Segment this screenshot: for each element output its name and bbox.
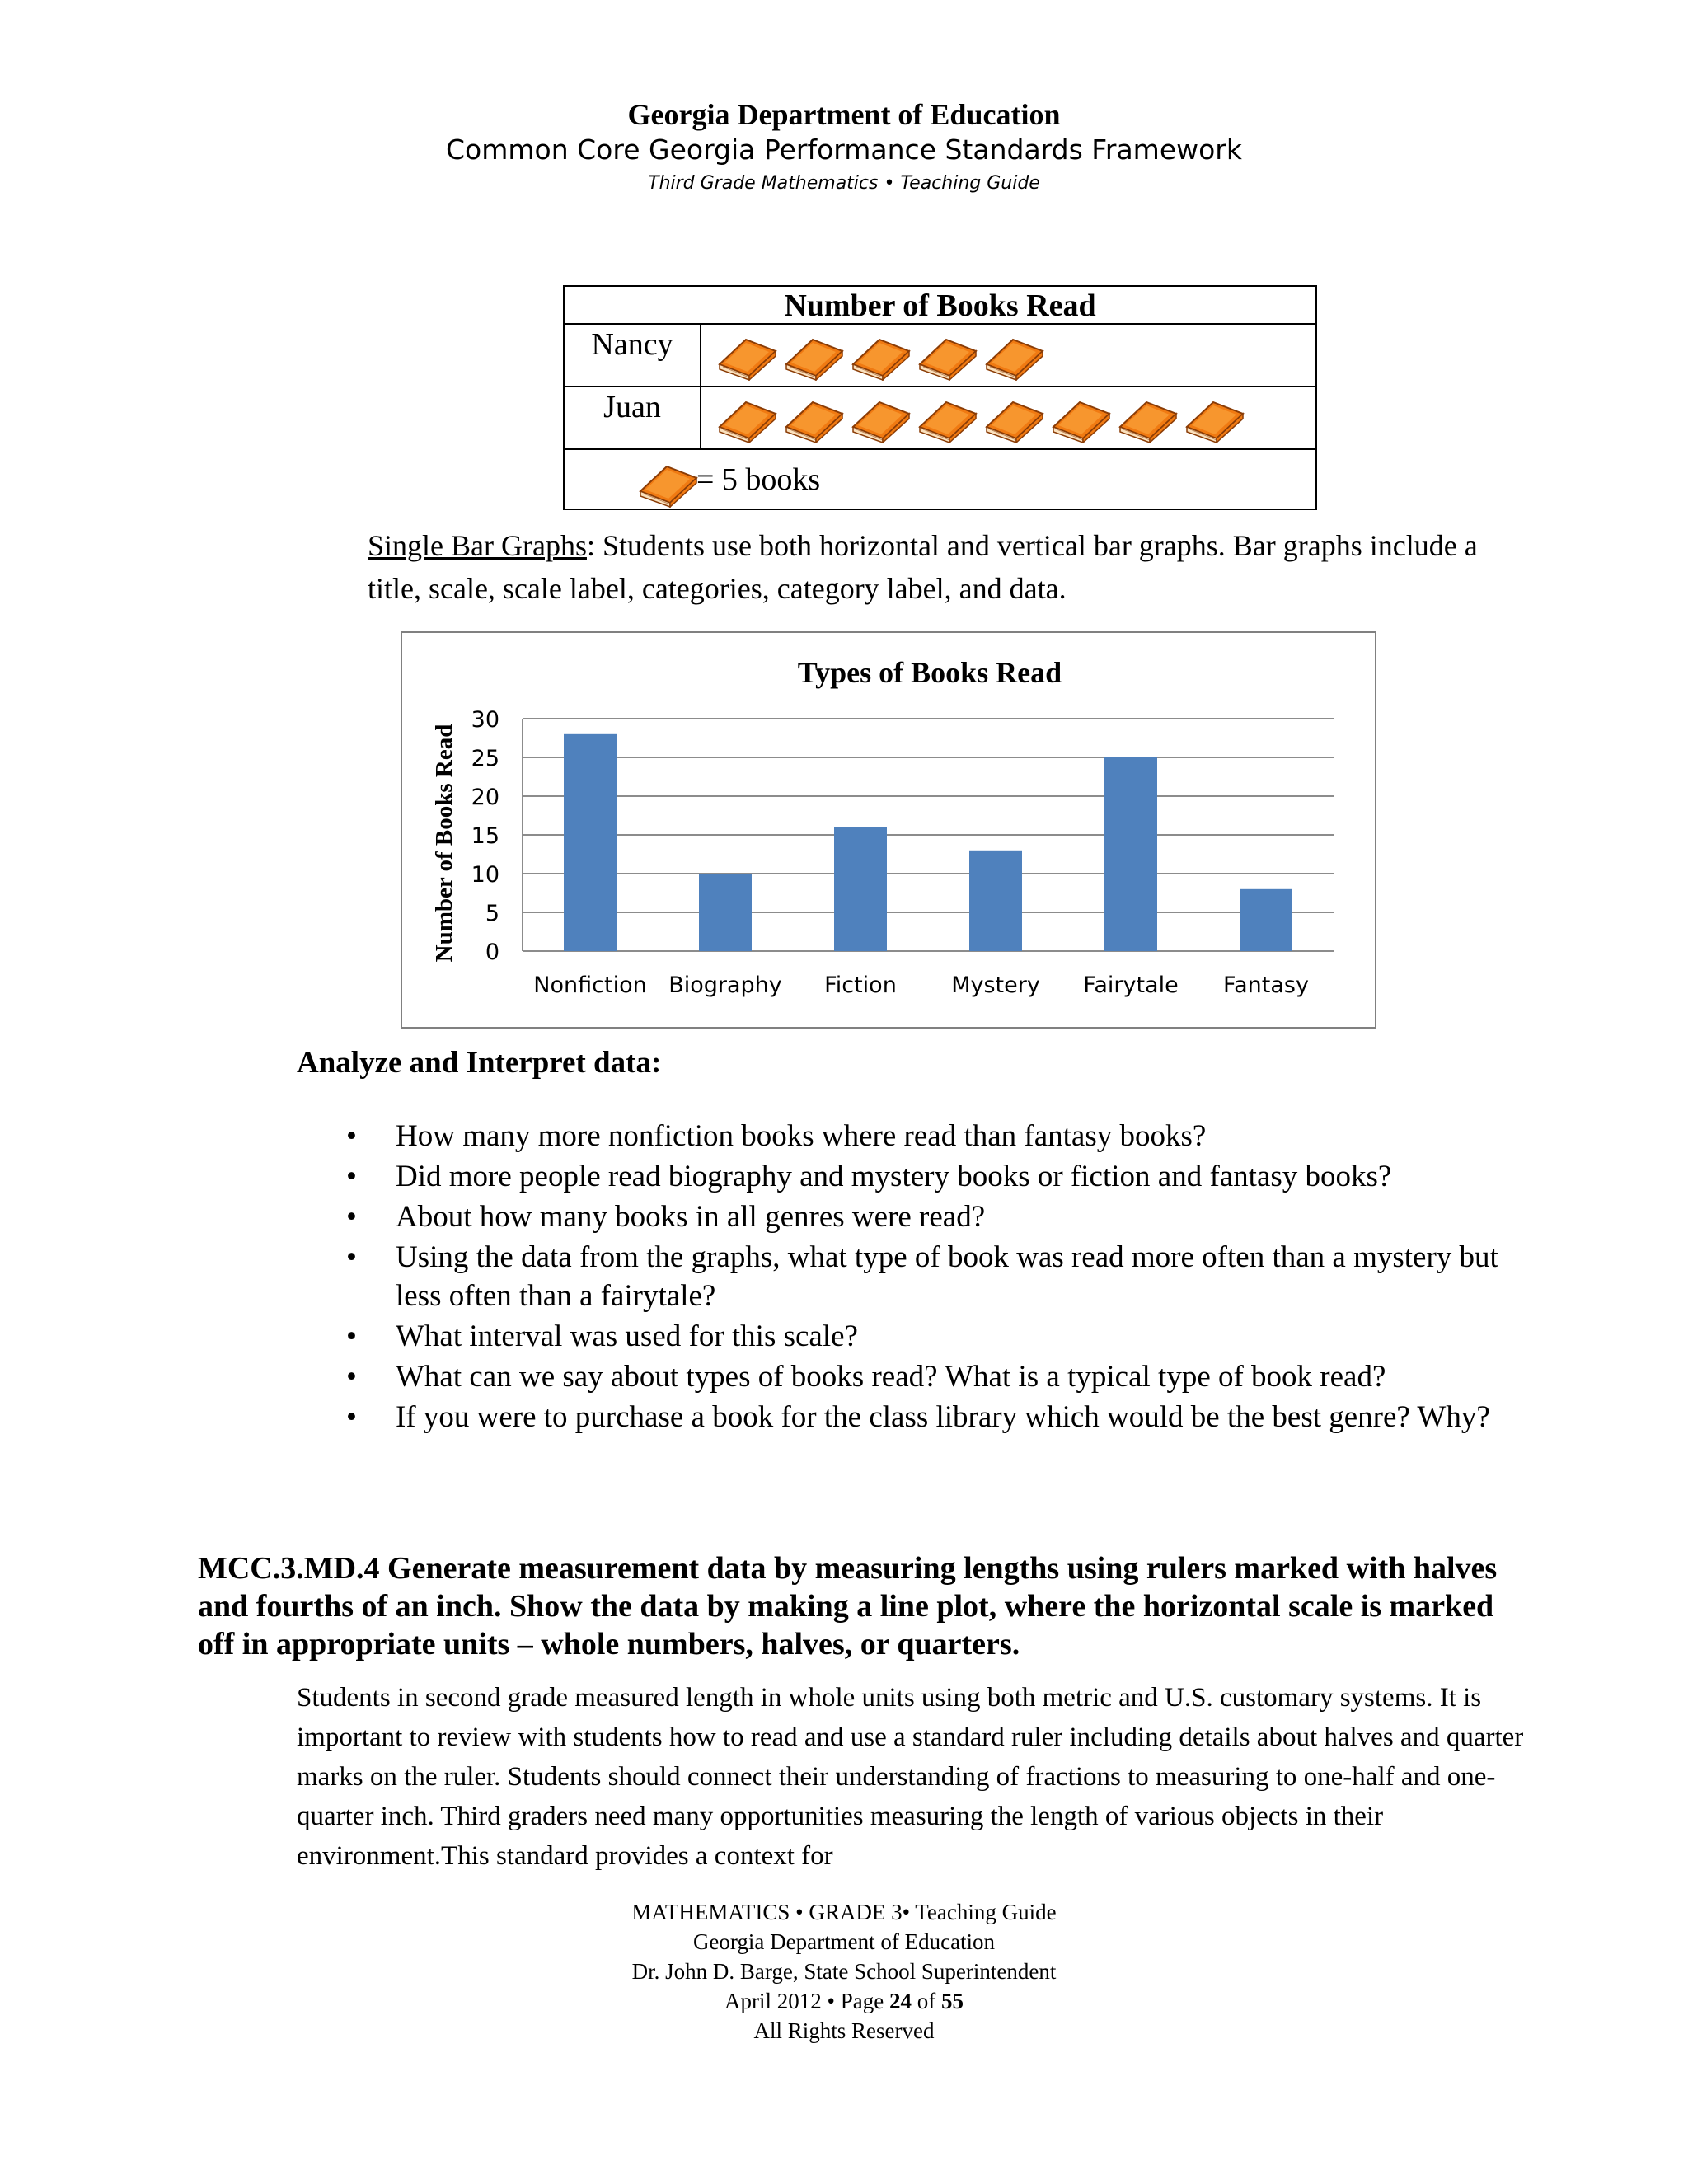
pictograph-row-name: Nancy [565,325,701,386]
footer-of: of [911,1989,941,2013]
question-item: • How many more nonfiction books where read than fantasy books? [346,1117,1517,1155]
x-tick-label: Mystery [951,972,1040,998]
question-item: • Using the data from the graphs, what type of book was read more often than a mystery but less often than a fairytale? [346,1238,1517,1315]
question-item: • If you were to purchase a book for the class library which would be the best genre? Why? [346,1398,1517,1436]
pictograph-row [565,325,1315,387]
y-tick-label: 10 [471,862,499,888]
pictograph-key [565,450,1315,510]
standard-body: Students in second grade measured length in whole units using both metric and U.S. customary systems. It is important to review with students how to read and use a standard ruler including details about halves and quarter marks on the ruler. Students should connect their understanding of fractions to measuring to one-half and one-quarter inch. Third graders need many opportunities measuring the length of various objects in their environment.This standard provides a context for [297,1683,1524,1871]
bar [1240,889,1292,951]
book-icon [848,335,912,381]
book-icon [1048,397,1113,443]
y-tick-label: 0 [485,940,499,965]
book-icon [915,397,979,443]
header-org: Georgia Department of Education [627,98,1061,131]
bar [969,851,1022,951]
standard-heading: MCC.3.MD.4 Generate measurement data by measuring lengths using rulers marked with halves and fourths of an inch. Show the data by making a line plot, where the horizontal scale is marked off in appropriate units – whole numbers, halves, or quarters. [198,1551,1498,1661]
bar [699,874,752,951]
y-tick-label: 15 [471,823,499,849]
book-icon [982,397,1046,443]
x-tick-label: Biography [668,972,782,998]
y-tick-label: 25 [471,746,499,771]
x-tick-label: Nonfiction [533,972,647,998]
x-tick-label: Fantasy [1223,972,1309,998]
y-axis-label: Number of Books Read [431,724,457,963]
footer-page-line [0,1986,1688,2016]
bar [834,827,887,951]
header-guide: Third Grade Mathematics • Teaching Guide [648,173,1040,194]
chart-title: Types of Books Read [797,656,1062,689]
analyze-heading: Analyze and Interpret data: [297,1046,662,1080]
bar [564,734,617,951]
y-tick-label: 5 [485,901,499,926]
question-item: • What interval was used for this scale? [346,1317,1517,1356]
bar-graph-term: Single Bar Graphs [368,529,587,562]
question-list [346,1117,1517,1438]
header-framework: Common Core Georgia Performance Standards Framework [446,134,1242,166]
pictograph-title: Number of Books Read [565,287,1315,325]
bar-graph-description: : Students use both horizontal and vertical bar graphs. Bar graphs include a title, scale, scale label, categories, category label, and data. [368,529,1478,605]
bar-chart [401,631,1376,1029]
pictograph-icons [715,335,1046,381]
footer-line: Georgia Department of Education [692,1929,996,1954]
pictograph-row [565,387,1315,450]
footer-line: All Rights Reserved [753,2018,935,2043]
y-tick-label: 30 [471,707,499,733]
footer-page-number: 24 [889,1989,912,2013]
bar [1104,757,1157,951]
x-tick-label: Fairytale [1083,972,1179,998]
book-icon [781,335,846,381]
x-tick-label: Fiction [824,972,897,998]
book-icon [982,335,1046,381]
book-icon [915,335,979,381]
book-icon [635,462,700,512]
book-icon [715,397,779,443]
footer-line: Dr. John D. Barge, State School Superintendent [631,1959,1057,1984]
footer-page-total: 55 [940,1989,964,2013]
footer-date: April 2012 • Page [724,1989,889,2013]
book-icon [781,397,846,443]
book-icon [715,335,779,381]
pictograph-key-text: = 5 books [696,462,821,497]
page-footer [0,1897,1688,2046]
bar-graph-intro [368,524,1522,610]
question-item: • Did more people read biography and mystery books or fiction and fantasy books? [346,1157,1517,1196]
book-icon [1182,397,1246,443]
question-item: • About how many books in all genres were read? [346,1197,1517,1236]
pictograph-table [563,285,1317,510]
question-item: • What can we say about types of books read? What is a typical type of book read? [346,1357,1517,1396]
book-icon [1115,397,1179,443]
bar-chart-svg [402,633,1375,1027]
pictograph-row-name: Juan [565,387,701,448]
pictograph-icons [715,397,1246,443]
book-icon [848,397,912,443]
footer-line: MATHEMATICS • GRADE 3• Teaching Guide [631,1900,1057,1924]
y-tick-label: 20 [471,785,499,810]
